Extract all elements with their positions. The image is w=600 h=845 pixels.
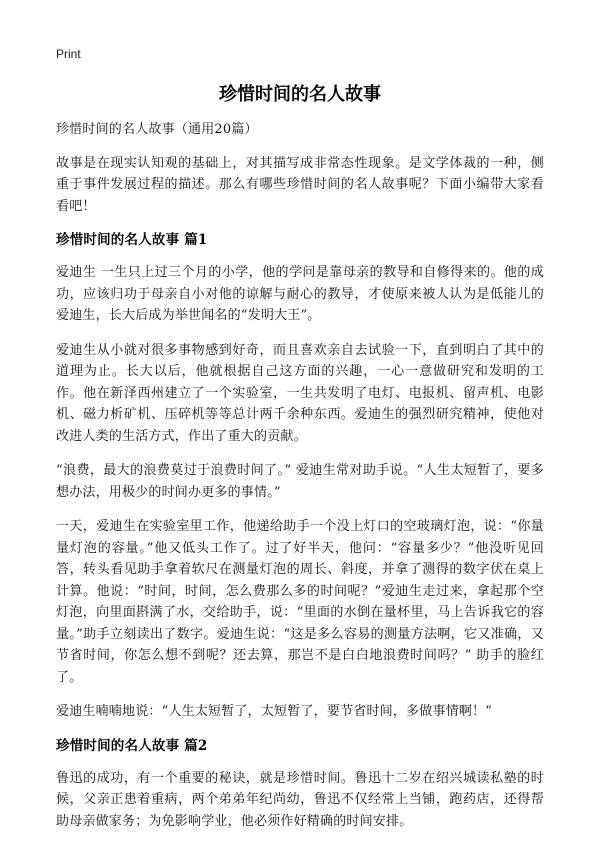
print-link[interactable]: Print [56,47,81,61]
paragraph: 爱迪生 一生只上过三个月的小学，他的学问是靠母亲的教导和自修得来的。他的成功，应该归功于母亲自小对他的谅解与耐心的教导，才使原来被人认为是低能儿的爱迪生，长大后成为举世闻名的“发明大王”。 [56,265,544,323]
document-title: 珍惜时间的名人故事 [219,84,381,105]
section-heading-2: 珍惜时间的名人故事 篇2 [56,737,208,754]
section-heading-1: 珍惜时间的名人故事 篇1 [56,232,208,248]
document-body [56,119,544,845]
document-subtitle: 珍惜时间的名人故事（通用20篇） [56,122,258,137]
paragraph: “浪费，最大的浪费莫过于浪费时间了。” 爱迪生常对助手说。“人生太短暂了，要多想办法，用极少的时间办更多的事情。” [56,463,544,500]
paragraph: 爱迪生喃喃地说：“人生太短暂了，太短暂了，要节省时间，多做事情啊！” [56,704,493,719]
paragraph: 爱迪生从小就对很多事物感到好奇，而且喜欢亲自去试验一下，直到明白了其中的道理为止。长大以后，他就根据自己这方面的兴趣，一心一意做研究和发明的工作。他在新泽西州建立了一个实验室，一生共发明了电灯、电报机、留声机、电影机、磁力析矿机、压碎机等等总计两千余种东西。爱迪生的强烈研究精神，使他对改进人类的生活方式，作出了重大的贡献。 [56,342,544,444]
intro-paragraph: 故事是在现实认知观的基础上，对其描写成非常态性现象。是文学体裁的一种，侧重于事件发展过程的描述。那么有哪些珍惜时间的名人故事呢？下面小编带大家看看吧！ [56,155,544,214]
paragraph: 一天，爱迪生在实验室里工作，他递给助手一个没上灯口的空玻璃灯泡，说：“你量量灯泡的容量。”他又低头工作了。过了好半天，他问：“容量多少？”他没听见回答，转头看见助手拿着软尺在测量灯泡的周长、斜度，并拿了测得的数字伏在桌上计算。他说：“时间，时间，怎么费那么多的时间呢？”爱迪生走过来，拿起那个空灯泡，向里面斟满了水，交给助手，说：“里面的水倒在量杯里，马上告诉我它的容量。”助手立刻读出了数字。爱迪生说：“这是多么容易的测量方法啊，它又准确，又节省时间，你怎么想不到呢？还去算，那岂不是白白地浪费时间吗？” 助手的脸红了。 [56,519,544,685]
paragraph: 鲁迅的成功，有一个重要的秘诀，就是珍惜时间。鲁迅十二岁在绍兴城读私塾的时候，父亲正患着重病，两个弟弟年纪尚幼，鲁迅不仅经常上当铺，跑药店，还得帮助母亲做家务；为免影响学业，他必须作好精确的时间安排。 [56,770,544,829]
